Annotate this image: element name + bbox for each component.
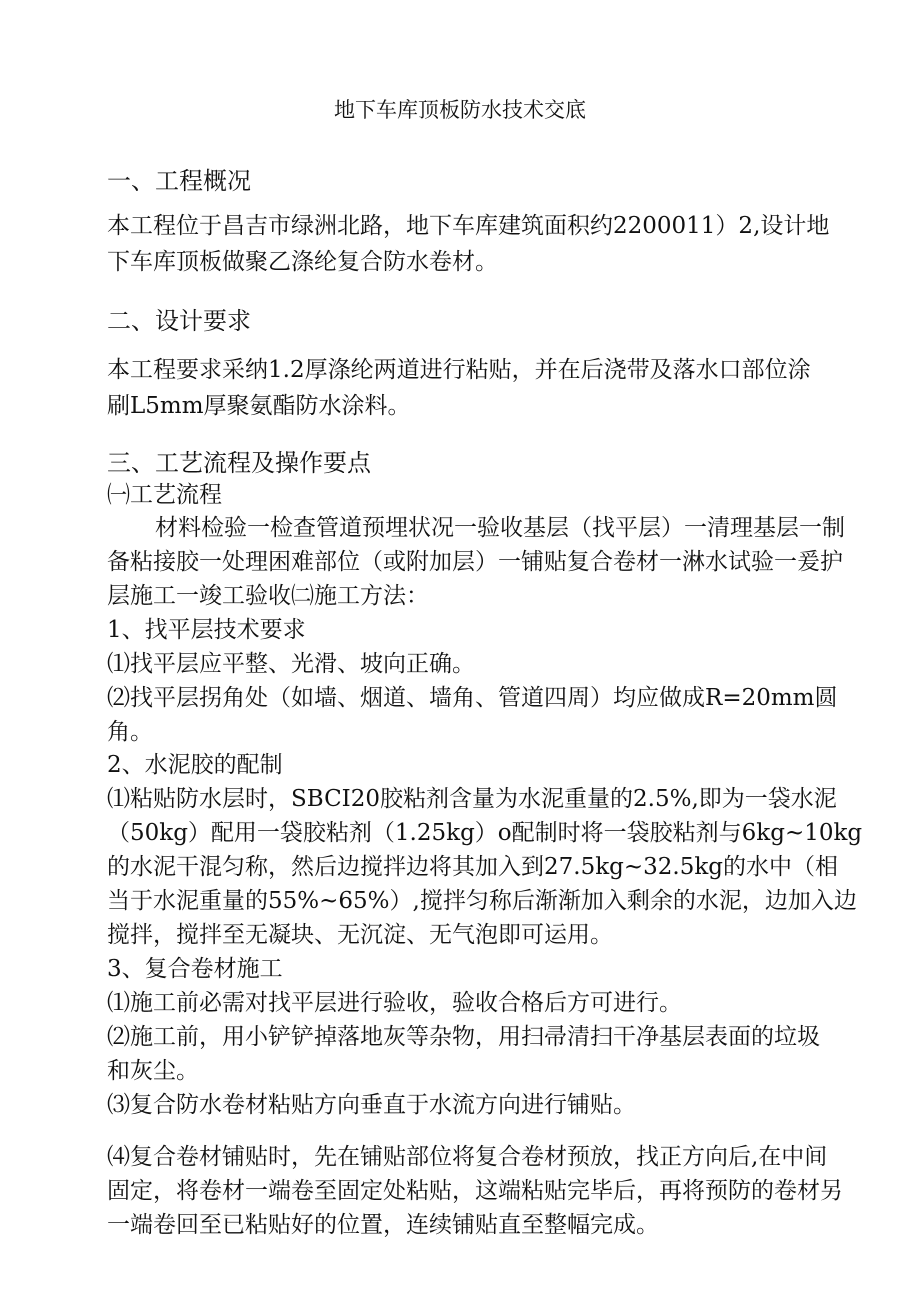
- list-item: ⑴粘贴防水层时，SBCI20胶粘剂含量为水泥重量的2.5%,即为一袋水泥: [107, 786, 837, 812]
- paragraph-line: 层施工一竣工验收㈡施工方法：: [107, 583, 429, 609]
- list-item: 当于水泥重量的55%~65%）,搅拌匀称后渐渐加入剩余的水泥，边加入边: [107, 888, 857, 914]
- list-item: 和灰尘。: [107, 1058, 199, 1084]
- list-item: 的水泥干混匀称，然后边搅拌边将其加入到27.5kg~32.5kg的水中（相: [107, 854, 839, 880]
- section-heading-3: 三、工艺流程及操作要点: [107, 449, 371, 477]
- paragraph-line: 备粘接胶一处理困难部位（或附加层）一铺贴复合卷材一淋水试验一爰护: [107, 549, 843, 575]
- list-item: ⑵施工前，用小铲铲掉落地灰等杂物，用扫帚清扫干净基层表面的垃圾: [107, 1024, 820, 1050]
- list-item: ⑵找平层拐角处（如墙、烟道、墙角、管道四周）均应做成R=20mm圆: [107, 685, 838, 711]
- list-item: 一端卷回至已粘贴好的位置，连续铺贴直至整幅完成。: [107, 1212, 659, 1238]
- list-item: ⑷复合卷材铺贴时，先在铺贴部位将复合卷材预放，找正方向后,在中间: [107, 1144, 828, 1170]
- item-heading: 3、复合卷材施工: [107, 956, 283, 982]
- list-item: 角。: [107, 719, 153, 745]
- paragraph-line: 刷L5mm厚聚氨酯防水涂料。: [107, 393, 411, 419]
- paragraph-line: 材料检验一检查管道预埋状况一验收基层（找平层）一清理基层一制: [155, 515, 845, 541]
- section-heading-2: 二、设计要求: [107, 307, 251, 335]
- item-heading: 2、水泥胶的配制: [107, 752, 283, 778]
- subsection-heading: ㈠工艺流程: [107, 482, 222, 508]
- item-heading: 1、找平层技术要求: [107, 617, 306, 643]
- list-item: 固定，将卷材一端卷至固定处粘贴，这端粘贴完毕后，再将预防的卷材另: [107, 1178, 843, 1204]
- list-item: 搅拌，搅拌至无凝块、无沉淀、无气泡即可运用。: [107, 922, 613, 948]
- paragraph-line: 下车库顶板做聚乙涤纶复合防水卷材。: [107, 249, 498, 275]
- paragraph-line: 本工程要求采纳1.2厚涤纶两道进行粘贴，并在后浇带及落水口部位涂: [107, 357, 811, 383]
- list-item: ⑴施工前必需对找平层进行验收，验收合格后方可进行。: [107, 990, 682, 1016]
- paragraph-line: 本工程位于昌吉市绿洲北路，地下车库建筑面积约2200011）2,设计地: [107, 213, 830, 239]
- document-title: 地下车库顶板防水技术交底: [334, 98, 586, 122]
- list-item: ⑴找平层应平整、光滑、坡向正确。: [107, 651, 475, 677]
- section-heading-1: 一、工程概况: [107, 167, 251, 195]
- list-item: ⑶复合防水卷材粘贴方向垂直于水流方向进行铺贴。: [107, 1092, 636, 1118]
- list-item: （50kg）配用一袋胶粘剂（1.25kg）o配制时将一袋胶粘剂与6kg~10kg: [107, 820, 863, 846]
